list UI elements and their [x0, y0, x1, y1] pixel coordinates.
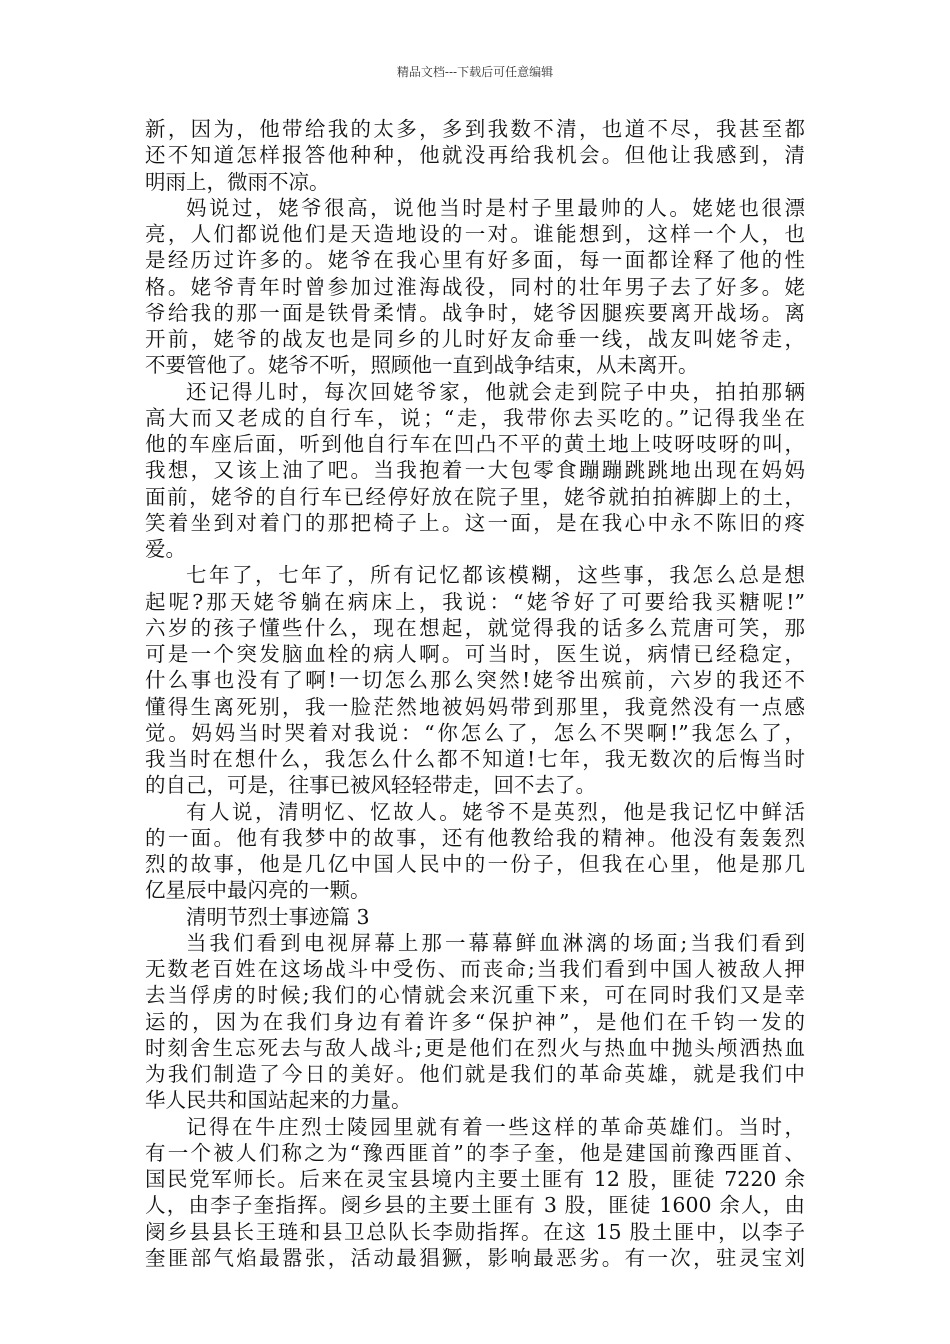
- text-line: 起呢?那天姥爷躺在病床上，我说：“姥爷好了可要给我买糖呢!”: [145, 589, 805, 614]
- text-line: 可是一个突发脑血栓的病人啊。可当时，医生说，病情已经稳定，: [145, 642, 805, 666]
- text-line: 的一面。他有我梦中的故事，还有他教给我的精神。他没有轰轰烈: [145, 825, 805, 850]
- text-line: 华人民共和国站起来的力量。: [145, 1088, 412, 1113]
- text-line: 爷给我的那一面是铁骨柔情。战争时，姥爷因腿疾要离开战场。离: [145, 300, 805, 325]
- text-line: 格。姥爷青年时曾参加过淮海战役，同村的壮年男子去了好多。姥: [145, 274, 805, 299]
- text-line: 六岁的孩子懂些什么，现在想起，就觉得我的话多么荒唐可笑，那: [145, 615, 805, 640]
- text-line: 觉。妈妈当时哭着对我说：“你怎么了，怎么不哭啊!”我怎么了，: [145, 720, 805, 745]
- text-line: 面前，姥爷的自行车已经停好放在院子里，姥爷就拍拍裤脚上的土，: [145, 484, 805, 509]
- text-line: 新，因为，他带给我的太多，多到我数不清，也道不尽，我甚至都: [145, 117, 805, 141]
- text-line: 我当时在想什么，我怎么什么都不知道!七年，我无数次的后悔当时: [145, 747, 805, 771]
- text-line: 运的，因为在我们身边有着许多“保护神”，是他们在千钧一发的: [145, 1009, 805, 1034]
- text-line: 阌乡县县长王琏和县卫总队长李勋指挥。在这 15 股土匪中，以李子: [145, 1219, 805, 1244]
- text-line: 还记得儿时，每次回姥爷家，他就会走到院子中央，拍拍那辆: [186, 379, 805, 404]
- text-line: 烈的故事，他是几亿中国人民中的一份子，但我在心里，他是那几: [145, 852, 805, 876]
- text-line: 什么事也没有了啊!一切怎么那么突然!姥爷出殡前，六岁的我还不: [145, 668, 805, 693]
- text-line: 开前，姥爷的战友也是同乡的儿时好友命垂一线，战友叫姥爷走，: [145, 327, 805, 351]
- text-line: 不要管他了。姥爷不听，照顾他一直到战争结束，从未离开。: [145, 353, 699, 378]
- text-line: 爱。: [145, 537, 186, 561]
- text-line: 是经历过许多的。姥爷在我心里有好多面，每一面都诠释了他的性: [145, 248, 805, 273]
- text-line: 无数老百姓在这场战斗中受伤、而丧命;当我们看到中国人被敌人押: [145, 957, 805, 981]
- text-line: 懂得生离死别，我一脸茫然地被妈妈带到那里，我竟然没有一点感: [145, 694, 805, 719]
- text-line: 七年了，七年了，所有记忆都该模糊，这些事，我怎么总是想: [186, 563, 805, 588]
- text-line: 笑着坐到对着门的那把椅子上。这一面，是在我心中永不陈旧的疼: [145, 510, 805, 535]
- text-line: 亿星辰中最闪亮的一颗。: [145, 878, 371, 903]
- text-line: 人，由李子奎指挥。阌乡县的主要土匪有 3 股，匪徒 1600 余人，由: [145, 1193, 805, 1218]
- text-line: 我想，又该上油了吧。当我抱着一大包零食蹦蹦跳跳地出现在妈妈: [145, 458, 805, 483]
- text-line: 为我们制造了今日的美好。他们就是我们的革命英雄，就是我们中: [145, 1062, 805, 1086]
- text-line: 还不知道怎样报答他种种，他就没再给我机会。但他让我感到，清: [145, 143, 805, 168]
- text-line: 奎匪部气焰最嚣张，活动最猖獗，影响最恶劣。有一次，驻灵宝刘: [145, 1245, 805, 1270]
- text-line: 妈说过，姥爷很高，说他当时是村子里最帅的人。姥姥也很漂: [186, 195, 805, 220]
- text-line: 时刻舍生忘死去与敌人战斗;更是他们在烈火与热血中抛头颅洒热血: [145, 1035, 805, 1060]
- text-line: 他的车座后面，听到他自行车在凹凸不平的黄土地上吱呀吱呀的叫，: [145, 432, 805, 456]
- page-header: 精品文档---下载后可任意编辑: [396, 65, 554, 79]
- text-line: 高大而又老成的自行车，说；“走，我带你去买吃的。”记得我坐在: [145, 405, 805, 430]
- text-line: 亮，人们都说他们是天造地设的一对。谁能想到，这样一个人，也: [145, 222, 805, 246]
- text-line: 明雨上，微雨不凉。: [145, 169, 330, 194]
- document-body: [145, 116, 805, 1271]
- text-line: 的自己，可是，往事已被风轻轻带走，回不去了。: [145, 773, 596, 798]
- text-line: 国民党军师长。后来在灵宝县境内主要土匪有 12 股，匪徒 7220 余: [145, 1167, 805, 1191]
- text-line: 记得在牛庄烈士陵园里就有着一些这样的革命英雄们。当时，: [186, 1114, 805, 1139]
- text-line: 有一个被人们称之为“豫西匪首”的李子奎，他是建国前豫西匪首、: [145, 1140, 805, 1165]
- text-line: 有人说，清明忆、忆故人。姥爷不是英烈，他是我记忆中鲜活: [186, 799, 805, 824]
- text-line: 去当俘虏的时候;我们的心情就会来沉重下来，可在同时我们又是幸: [145, 983, 805, 1008]
- text-line: 当我们看到电视屏幕上那一幕幕鲜血淋漓的场面;当我们看到: [186, 930, 805, 955]
- section-heading: 清明节烈士事迹篇 3: [186, 904, 370, 929]
